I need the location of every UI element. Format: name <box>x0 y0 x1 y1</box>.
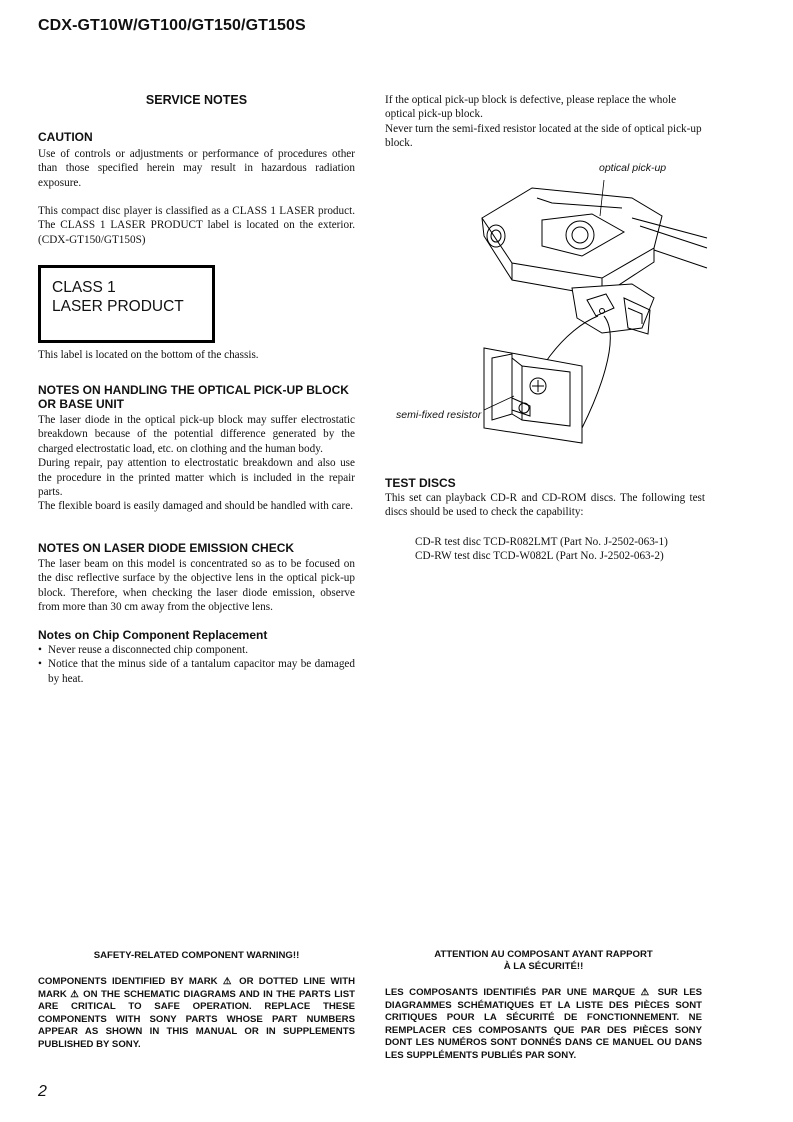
list-item: CD-RW test disc TCD-W082L (Part No. J-2502-063-2) <box>415 550 664 563</box>
model-header: CDX-GT10W/GT100/GT150/GT150S <box>38 17 306 34</box>
optical-pickup-illustration <box>392 158 712 448</box>
test-discs-heading: TEST DISCS <box>385 476 456 490</box>
attention-body: LES COMPOSANTS IDENTIFIÉS PAR UNE MARQUE ⚠ SUR LES DIAGRAMMES SCHÉMATIQUES ET LA LISTE DES PIÈCES SONT CRITIQUES POUR LA SÉCURITÉ DE FONCTIONNEMENT. NE REMPLACER CES COMPOSANTS QUE PAR DES PIÈCES SONY DONT LES NUMÉROS SONT DONNÉS DANS CE MANUEL OU DANS LES SUPPLÉMENTS PUBLIÉS PAR SONY. <box>385 987 702 1061</box>
pickup-paragraph-1: If the optical pick-up block is defective, please replace the whole optical pick-up block. <box>385 94 677 121</box>
handling-paragraph-2: During repair, pay attention to electrostatic breakdown and also use the procedure in the printed matter which is included in the repair parts. <box>38 457 355 499</box>
pickup-notes <box>385 93 705 151</box>
test-disc-list <box>385 535 705 564</box>
label-line2: LASER PRODUCT <box>52 298 184 315</box>
attention-title-line2: À LA SÉCURITÉ!! <box>503 961 584 972</box>
handling-paragraph-3: The flexible board is easily damaged and should be handled with care. <box>38 500 354 513</box>
attention-title-line1: ATTENTION AU COMPOSANT AYANT RAPPORT <box>434 949 653 960</box>
chip-heading: Notes on Chip Component Replacement <box>38 628 268 642</box>
semi-fixed-resistor-label: semi-fixed resistor <box>396 409 482 421</box>
test-discs-text: This set can playback CD-R and CD-ROM discs. The following test discs should be used to check the capability: <box>385 492 705 519</box>
page-number: 2 <box>38 1083 47 1100</box>
emission-text: The laser beam on this model is concentrated so as to be focused on the disc reflective surface by the objective lens in the optical pick-up block. Therefore, when checking the laser diode emission, observe from more than 30 cm away from the objective lens. <box>38 558 355 614</box>
label-location-text: This label is located on the bottom of the chassis. <box>38 349 259 361</box>
handling-paragraph-1: The laser diode in the optical pick-up block may suffer electrostatic breakdown because of the potential difference generated by the charged electrostatic load, etc. on clothing and the human body. <box>38 414 355 455</box>
pickup-paragraph-2: Never turn the semi-fixed resistor located at the side of optical pick-up block. <box>385 122 702 150</box>
laser-class-label <box>38 265 215 343</box>
handling-heading: NOTES ON HANDLING THE OPTICAL PICK-UP BLOCK OR BASE UNIT <box>38 383 349 411</box>
emission-heading: NOTES ON LASER DIODE EMISSION CHECK <box>38 541 295 555</box>
optical-pickup-label: optical pick-up <box>599 162 667 174</box>
class-text: This compact disc player is classified as a CLASS 1 LASER product. The CLASS 1 LASER PRODUCT label is located on the exterior. (CDX-GT150/GT150S) <box>38 205 355 246</box>
list-item: • Never reuse a disconnected chip component. <box>38 643 355 657</box>
list-item: CD-R test disc TCD-R082LMT (Part No. J-2502-063-1) <box>415 536 668 548</box>
safety-warning-body: COMPONENTS IDENTIFIED BY MARK ⚠ OR DOTTED LINE WITH MARK ⚠ ON THE SCHEMATIC DIAGRAMS AND IN THE PARTS LIST ARE CRITICAL TO SAFE OPERATION. REPLACE THESE COMPONENTS WITH SONY PARTS WHOSE PART NUMBERS APPEAR AS SHOWN IN THIS MANUAL OR IN SUPPLEMENTS PUBLISHED BY SONY. <box>38 976 355 1050</box>
service-notes-title: SERVICE NOTES <box>145 93 248 107</box>
caution-text: Use of controls or adjustments or performance of procedures other than those specified herein may result in hazardous radiation exposure. <box>38 148 355 189</box>
chip-bullet-list <box>38 643 355 686</box>
label-line1: CLASS 1 <box>52 279 116 296</box>
attention-title <box>385 949 702 973</box>
handling-section <box>38 413 355 514</box>
safety-warning-title: SAFETY-RELATED COMPONENT WARNING!! <box>93 950 300 961</box>
caution-heading: CAUTION <box>38 130 93 144</box>
list-item: • Notice that the minus side of a tantalum capacitor may be damaged by heat. <box>38 657 355 686</box>
